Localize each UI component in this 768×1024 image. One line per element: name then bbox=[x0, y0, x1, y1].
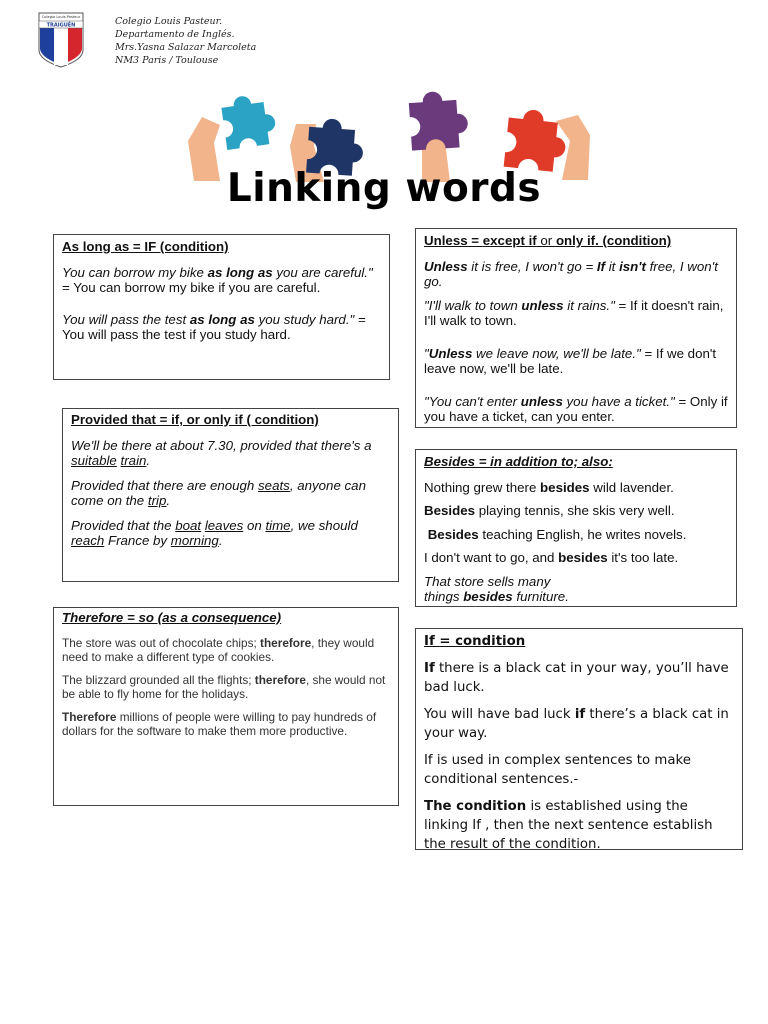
therefore-example-3: Therefore millions of people were willing to pay hundreds of dollars for the software to make them more productive. bbox=[62, 709, 377, 738]
if-example-3: If is used in complex sentences to make conditional sentences.- bbox=[424, 753, 691, 787]
as-long-as-box bbox=[53, 234, 390, 380]
unless-box bbox=[415, 228, 737, 428]
if-condition-box bbox=[415, 628, 743, 850]
as-long-as-heading: As long as = IF (condition) bbox=[62, 239, 229, 254]
provided-that-example-1: We'll be there at about 7.30, provided that there's a suitable train. bbox=[71, 437, 372, 468]
crest-top-text: Colegio Louis Pasteur bbox=[41, 15, 81, 19]
unless-example-4: "You can't enter unless you have a ticket." = Only if you have a ticket, can you enter. bbox=[424, 393, 728, 424]
unless-example-3: "Unless we leave now, we'll be late." = If we don't leave now, we'll be late. bbox=[424, 345, 717, 376]
unless-example-1: Unless it is free, I won't go = If it isn't free, I won't go. bbox=[424, 258, 718, 289]
besides-example-5: That store sells many things besides furniture. bbox=[424, 573, 569, 604]
crest-band-text: TRAIGUÉN bbox=[46, 22, 76, 29]
department-name: Departamento de Inglés. bbox=[115, 29, 235, 40]
school-crest-logo bbox=[38, 12, 84, 68]
school-name: Colegio Louis Pasteur. bbox=[115, 16, 223, 27]
besides-box bbox=[415, 449, 737, 607]
if-example-4: The condition is established using the linking If , then the next sentence establish the result of the condition. bbox=[424, 799, 713, 852]
unless-heading: Unless = except if or only if. (condition) bbox=[424, 233, 672, 248]
as-long-as-example-1: You can borrow my bike as long as you are careful." = You can borrow my bike if you are careful. bbox=[62, 264, 373, 295]
therefore-example-2: The blizzard grounded all the flights; therefore, she would not be able to fly home for the holidays. bbox=[62, 672, 386, 701]
therefore-heading: Therefore = so (as a consequence) bbox=[62, 610, 282, 625]
besides-example-3: Besides teaching English, he writes novels. bbox=[427, 526, 687, 542]
provided-that-example-2: Provided that there are enough seats, anyone can come on the trip. bbox=[71, 477, 366, 508]
page-title: Linking words bbox=[226, 166, 542, 211]
besides-example-1: Nothing grew there besides wild lavender. bbox=[424, 479, 674, 495]
if-example-2: You will have bad luck if there’s a black cat in your way. bbox=[424, 707, 729, 741]
besides-example-4: I don't want to go, and besides it's too late. bbox=[424, 550, 679, 565]
unless-example-2: "I'll walk to town unless it rains." = If it doesn't rain, I'll walk to town. bbox=[424, 297, 724, 328]
therefore-example-1: The store was out of chocolate chips; therefore, they would need to make a different type of cookies. bbox=[62, 635, 375, 664]
if-example-1: If there is a black cat in your way, you’ll have bad luck. bbox=[424, 661, 729, 695]
teacher-name: Mrs.Yasna Salazar Marcoleta bbox=[115, 42, 257, 53]
school-info bbox=[115, 15, 256, 67]
as-long-as-example-2: You will pass the test as long as you study hard." = You will pass the test if you study hard. bbox=[62, 311, 366, 342]
provided-that-heading: Provided that = if, or only if ( condition) bbox=[71, 412, 319, 427]
if-condition-heading: If = condition bbox=[424, 634, 526, 649]
besides-example-2: Besides playing tennis, she skis very well. bbox=[424, 503, 675, 518]
besides-heading: Besides = in addition to; also: bbox=[424, 454, 613, 469]
provided-that-example-3: Provided that the boat leaves on time, we should reach France by morning. bbox=[71, 517, 358, 548]
provided-that-box bbox=[62, 408, 399, 582]
course-level: NM3 Paris / Toulouse bbox=[115, 55, 219, 66]
therefore-box bbox=[53, 607, 399, 806]
